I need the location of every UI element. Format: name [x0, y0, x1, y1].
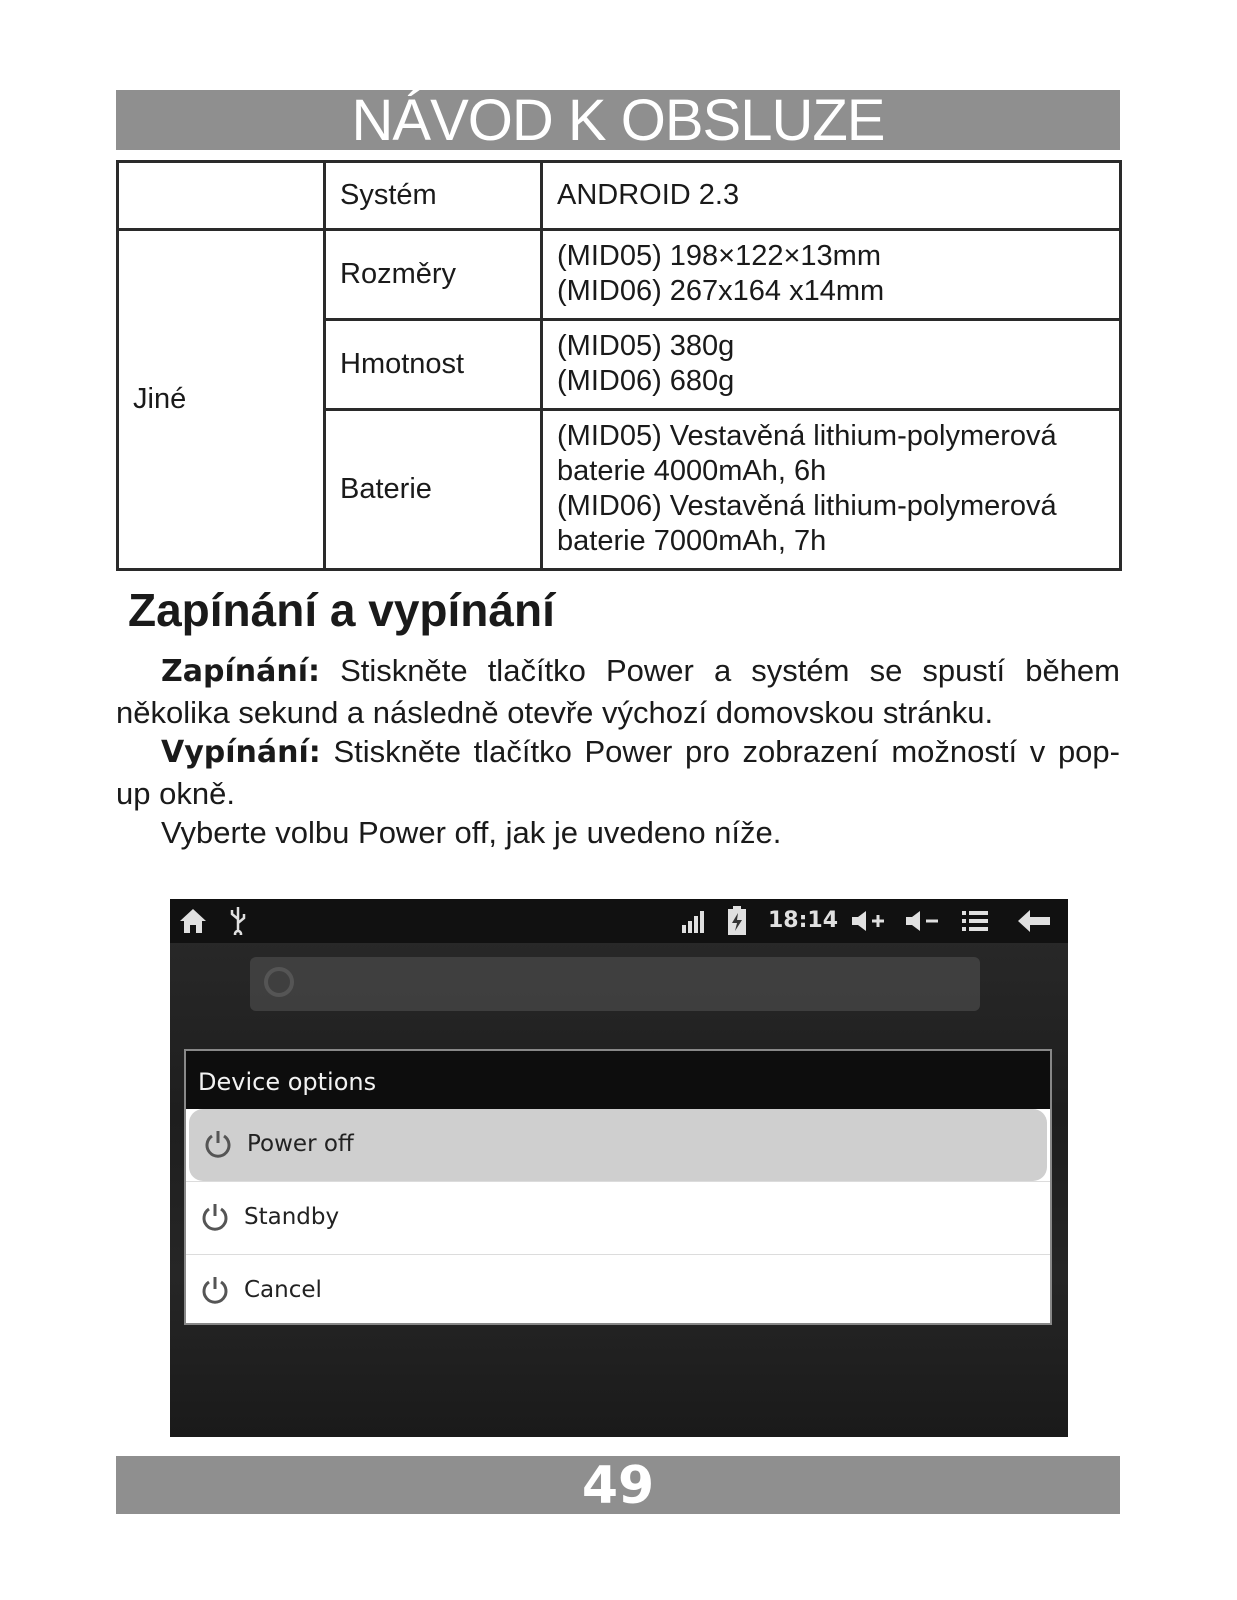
paragraph-power-on — [116, 650, 1120, 733]
page-header — [116, 88, 1120, 153]
option-label: Power off — [247, 1131, 354, 1157]
power-icon — [203, 1129, 233, 1159]
status-bar — [170, 899, 1068, 943]
battery-icon — [726, 905, 748, 937]
section-title: Zapínání a vypínání — [128, 584, 555, 636]
spec-table — [116, 160, 1122, 571]
empty-cell — [118, 162, 325, 230]
option-standby[interactable] — [186, 1181, 1050, 1254]
menu-icon[interactable] — [960, 908, 990, 934]
home-icon — [178, 907, 208, 935]
value-line: baterie 4000mAh, 6h — [557, 455, 827, 487]
lead-term: Vypínání: — [161, 735, 321, 770]
option-label: Standby — [244, 1204, 340, 1230]
usb-icon — [228, 905, 248, 935]
row-value — [542, 162, 1121, 230]
row-value — [542, 320, 1121, 410]
paragraph-text: Stiskněte tlačítko Power a systém se spustí během několika sekund a následně otevře výchozí domovskou stránku. — [116, 653, 1120, 730]
option-cancel[interactable] — [186, 1254, 1050, 1327]
power-icon — [200, 1275, 230, 1305]
paragraph-text: Stiskněte tlačítko Power pro zobrazení možností v pop-up okně. — [116, 734, 1120, 811]
row-label: Rozměry — [325, 230, 542, 320]
table-row — [118, 230, 1121, 320]
device-options-dialog — [184, 1049, 1052, 1325]
value-line: (MID05) 380g — [557, 330, 735, 362]
power-icon — [200, 1202, 230, 1232]
value-line: (MID05) 198×122×13mm — [557, 240, 881, 272]
option-power-off[interactable] — [189, 1109, 1047, 1181]
status-time: 18:14 — [768, 908, 839, 933]
page-footer — [116, 1456, 1120, 1514]
search-icon — [264, 967, 294, 997]
value-line: (MID06) 680g — [557, 365, 735, 397]
lead-term: Zapínání: — [161, 654, 320, 689]
paragraph-power-off — [116, 731, 1120, 814]
back-icon[interactable] — [1016, 908, 1052, 934]
value-line: (MID06) Vestavěná lithium-polymerová — [557, 490, 1057, 522]
volume-down-icon[interactable] — [904, 909, 940, 933]
page-number: 49 — [581, 1456, 655, 1516]
value-line: baterie 7000mAh, 7h — [557, 525, 827, 557]
value-line: (MID06) 267x164 x14mm — [557, 275, 885, 307]
device-screenshot — [170, 899, 1068, 1437]
header-title: NÁVOD K OBSLUZE — [351, 88, 885, 153]
row-label: Baterie — [325, 410, 542, 570]
volume-up-icon[interactable] — [850, 909, 886, 933]
dialog-title: Device options — [186, 1051, 1050, 1109]
paragraph-instruction: Vyberte volbu Power off, jak je uvedeno níže. — [161, 815, 782, 850]
row-label: Systém — [325, 162, 542, 230]
group-label: Jiné — [118, 230, 325, 570]
value-line: ANDROID 2.3 — [557, 178, 740, 211]
row-label: Hmotnost — [325, 320, 542, 410]
row-value — [542, 230, 1121, 320]
search-bar-background — [250, 957, 980, 1011]
option-label: Cancel — [244, 1277, 322, 1303]
row-value — [542, 410, 1121, 570]
value-line: (MID05) Vestavěná lithium-polymerová — [557, 420, 1057, 452]
table-row — [118, 162, 1121, 230]
signal-icon — [680, 907, 708, 935]
